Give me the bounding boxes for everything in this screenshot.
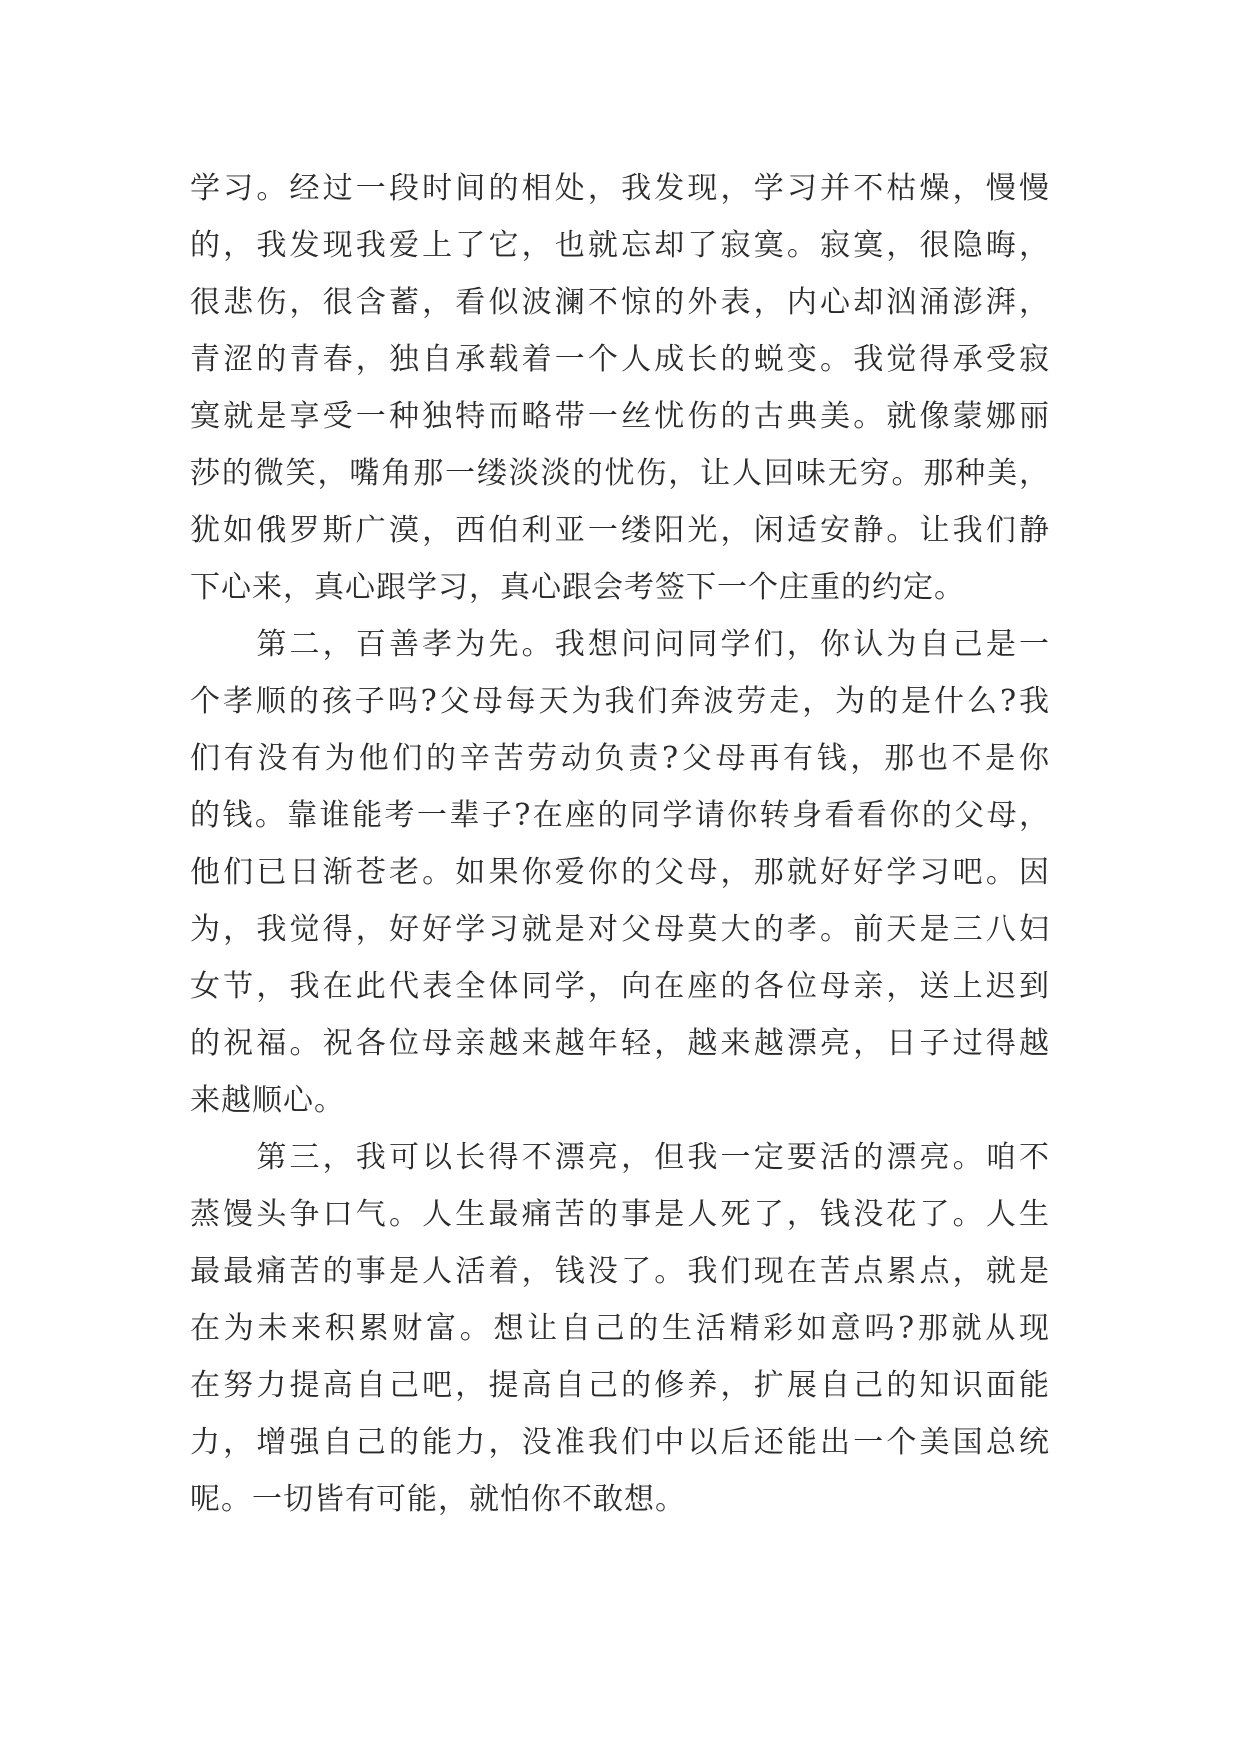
text-line: 犹如俄罗斯广漠，西伯利亚一缕阳光，闲适安静。让我们静: [190, 513, 1050, 548]
document-body: [190, 160, 1050, 1528]
text-line: 下心来，真心跟学习，真心跟会考签下一个庄重的约定。: [190, 570, 965, 605]
text-line: 在为未来积累财富。想让自己的生活精彩如意吗?那就从现: [190, 1311, 1050, 1346]
text-line: 青涩的青春，独自承载着一个人成长的蜕变。我觉得承受寂: [190, 342, 1050, 377]
text-line: 他们已日渐苍老。如果你爱你的父母，那就好好学习吧。因: [190, 855, 1050, 890]
text-line: 在努力提高自己吧，提高自己的修养，扩展自己的知识面能: [190, 1368, 1050, 1403]
text-line: 个孝顺的孩子吗?父母每天为我们奔波劳走，为的是什么?我: [190, 684, 1050, 719]
paragraph-1: [190, 160, 1050, 616]
text-line: 蒸馒头争口气。人生最痛苦的事是人死了，钱没花了。人生: [190, 1197, 1050, 1232]
paragraph-2: [190, 616, 1050, 1129]
text-line: 学习。经过一段时间的相处，我发现，学习并不枯燥，慢慢: [190, 171, 1050, 206]
text-line: 呢。一切皆有可能，就怕你不敢想。: [190, 1482, 686, 1517]
text-line: 的，我发现我爱上了它，也就忘却了寂寞。寂寞，很隐晦，: [190, 228, 1050, 263]
text-line: 第三，我可以长得不漂亮，但我一定要活的漂亮。咱不: [190, 1140, 1050, 1175]
text-line: 莎的微笑，嘴角那一缕淡淡的忧伤，让人回味无穷。那种美，: [190, 456, 1050, 491]
text-line: 来越顺心。: [190, 1083, 345, 1118]
paragraph-3: [190, 1129, 1050, 1528]
text-line: 的祝福。祝各位母亲越来越年轻，越来越漂亮，日子过得越: [190, 1026, 1050, 1061]
text-line: 为，我觉得，好好学习就是对父母莫大的孝。前天是三八妇: [190, 912, 1050, 947]
text-line: 女节，我在此代表全体同学，向在座的各位母亲，送上迟到: [190, 969, 1050, 1004]
text-line: 第二，百善孝为先。我想问问同学们，你认为自己是一: [190, 627, 1050, 662]
text-line: 力，增强自己的能力，没准我们中以后还能出一个美国总统: [190, 1425, 1050, 1460]
text-line: 们有没有为他们的辛苦劳动负责?父母再有钱，那也不是你: [190, 741, 1050, 776]
text-line: 最最痛苦的事是人活着，钱没了。我们现在苦点累点，就是: [190, 1254, 1050, 1289]
text-line: 很悲伤，很含蓄，看似波澜不惊的外表，内心却汹涌澎湃，: [190, 285, 1050, 320]
text-line: 寞就是享受一种独特而略带一丝忧伤的古典美。就像蒙娜丽: [190, 399, 1050, 434]
text-line: 的钱。靠谁能考一辈子?在座的同学请你转身看看你的父母，: [190, 798, 1050, 833]
